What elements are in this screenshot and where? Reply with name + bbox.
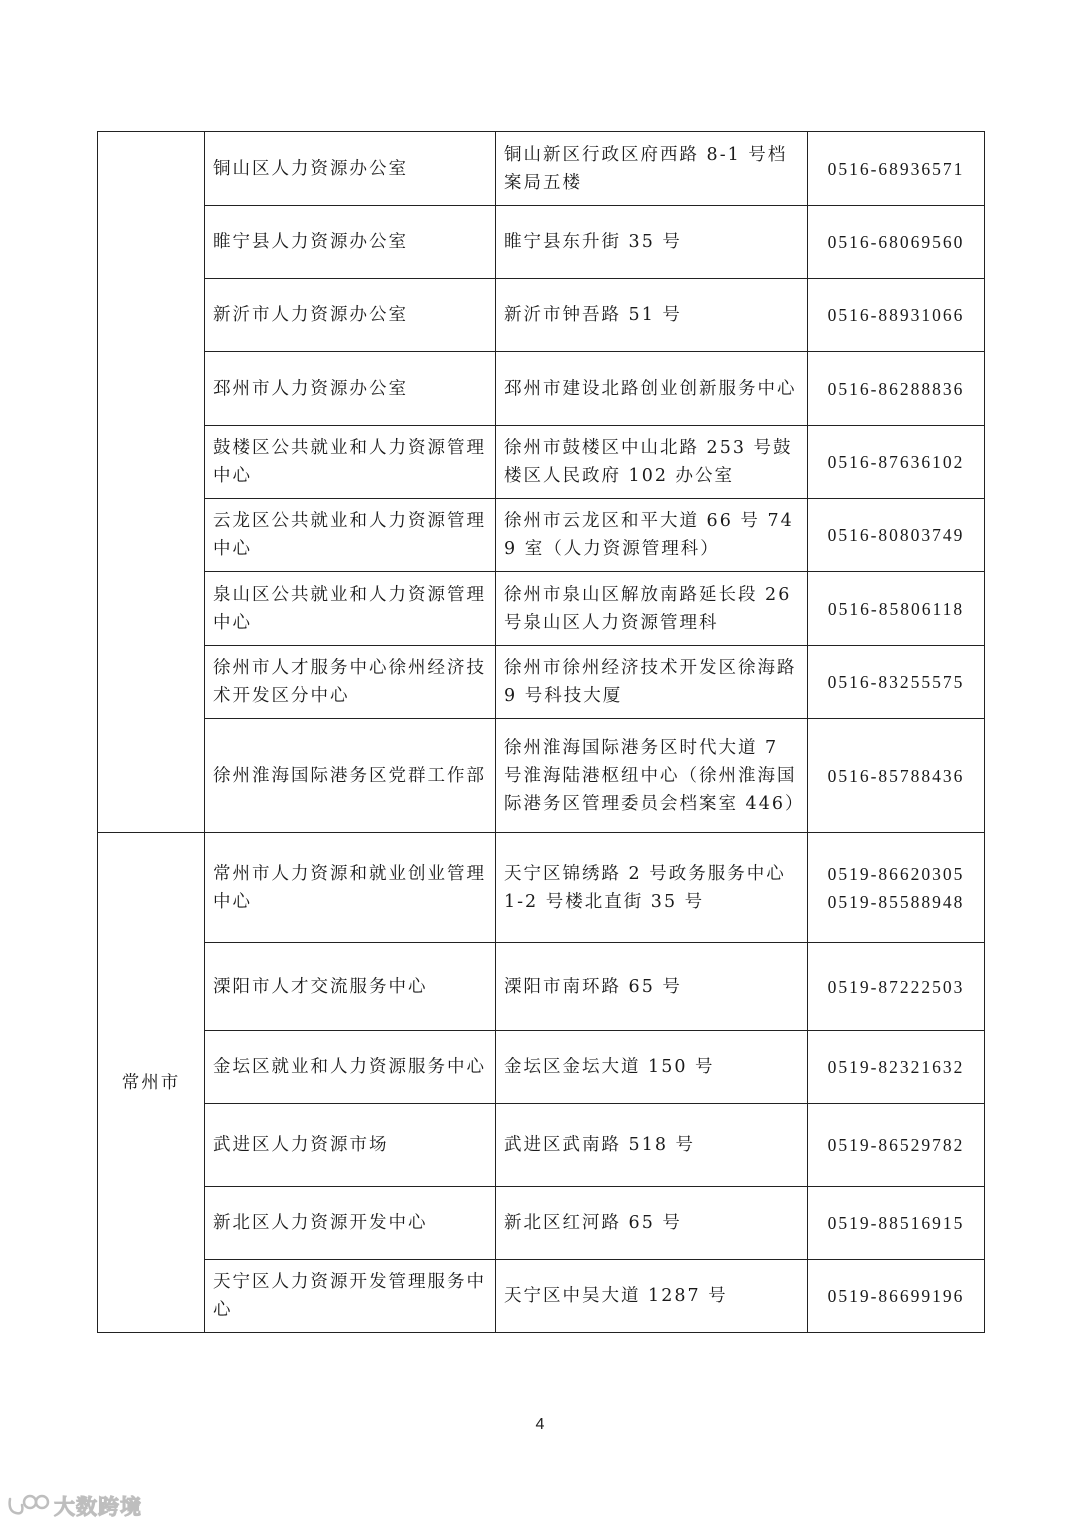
address-cell: 天宁区锦绣路 2 号政务服务中心 1-2 号楼北直街 35 号 bbox=[496, 833, 808, 943]
table-row bbox=[98, 646, 985, 719]
organization-cell: 金坛区就业和人力资源服务中心 bbox=[205, 1031, 496, 1104]
address-cell: 天宁区中吴大道 1287 号 bbox=[496, 1260, 808, 1333]
table-row bbox=[98, 943, 985, 1031]
address-cell: 徐州市云龙区和平大道 66 号 749 室（人力资源管理科） bbox=[496, 499, 808, 572]
address-cell: 徐州市鼓楼区中山北路 253 号鼓楼区人民政府 102 办公室 bbox=[496, 426, 808, 499]
phone-number: 0516-80803749 bbox=[827, 525, 965, 545]
table-row bbox=[98, 426, 985, 499]
address-cell: 邳州市建设北路创业创新服务中心 bbox=[496, 352, 808, 426]
address-cell: 徐州市泉山区解放南路延长段 26 号泉山区人力资源管理科 bbox=[496, 572, 808, 646]
table-row bbox=[98, 499, 985, 572]
watermark-text: 大数跨境 bbox=[54, 1495, 142, 1519]
address-cell: 新沂市钟吾路 51 号 bbox=[496, 279, 808, 352]
organization-cell: 云龙区公共就业和人力资源管理中心 bbox=[205, 499, 496, 572]
phone-number: 0516-85806118 bbox=[827, 598, 965, 619]
phone-number: 0519-82321632 bbox=[827, 1057, 965, 1077]
table-row bbox=[98, 1031, 985, 1104]
table-row bbox=[98, 1104, 985, 1187]
table-row bbox=[98, 719, 985, 833]
phone-number: 0516-85788436 bbox=[827, 765, 965, 786]
organization-cell: 溧阳市人才交流服务中心 bbox=[205, 943, 496, 1031]
contacts-table-body bbox=[98, 132, 985, 1333]
table-row bbox=[98, 279, 985, 352]
phone-cell bbox=[808, 206, 985, 279]
phone-number: 0516-83255575 bbox=[827, 672, 965, 692]
contacts-table bbox=[97, 131, 985, 1333]
watermark bbox=[6, 1492, 142, 1520]
phone-cell bbox=[808, 499, 985, 572]
phone-number: 0516-88931066 bbox=[827, 305, 965, 325]
phone-number: 0519-88516915 bbox=[827, 1213, 965, 1233]
organization-cell: 徐州市人才服务中心徐州经济技术开发区分中心 bbox=[205, 646, 496, 719]
phone-cell bbox=[808, 572, 985, 646]
city-cell: 常州市 bbox=[98, 833, 205, 1333]
organization-cell: 泉山区公共就业和人力资源管理中心 bbox=[205, 572, 496, 646]
address-cell: 铜山新区行政区府西路 8-1 号档案局五楼 bbox=[496, 132, 808, 206]
organization-cell: 铜山区人力资源办公室 bbox=[205, 132, 496, 206]
phone-cell bbox=[808, 1031, 985, 1104]
phone-number: 0516-68936571 bbox=[827, 158, 965, 179]
page-number: 4 bbox=[535, 1416, 545, 1433]
phone-cell bbox=[808, 132, 985, 206]
table-row bbox=[98, 132, 985, 206]
phone-cell bbox=[808, 352, 985, 426]
address-cell: 溧阳市南环路 65 号 bbox=[496, 943, 808, 1031]
organization-cell: 常州市人力资源和就业创业管理中心 bbox=[205, 833, 496, 943]
phone-cell bbox=[808, 1260, 985, 1333]
city-cell bbox=[98, 132, 205, 833]
phone-number: 0519-85588948 bbox=[827, 891, 965, 912]
organization-cell: 武进区人力资源市场 bbox=[205, 1104, 496, 1187]
phone-number: 0519-86699196 bbox=[827, 1286, 965, 1306]
organization-cell: 邳州市人力资源办公室 bbox=[205, 352, 496, 426]
address-cell: 睢宁县东升街 35 号 bbox=[496, 206, 808, 279]
phone-cell bbox=[808, 426, 985, 499]
phone-cell bbox=[808, 279, 985, 352]
phone-cell bbox=[808, 1104, 985, 1187]
phone-number: 0516-86288836 bbox=[827, 378, 965, 399]
phone-number: 0519-86529782 bbox=[827, 1135, 965, 1155]
table-row bbox=[98, 1187, 985, 1260]
address-cell: 武进区武南路 518 号 bbox=[496, 1104, 808, 1187]
brand-logo-icon bbox=[6, 1493, 50, 1519]
address-cell: 新北区红河路 65 号 bbox=[496, 1187, 808, 1260]
organization-cell: 新北区人力资源开发中心 bbox=[205, 1187, 496, 1260]
table-row bbox=[98, 572, 985, 646]
address-cell: 金坛区金坛大道 150 号 bbox=[496, 1031, 808, 1104]
phone-number: 0519-86620305 bbox=[827, 863, 965, 884]
table-row bbox=[98, 352, 985, 426]
phone-cell bbox=[808, 1187, 985, 1260]
phone-number: 0516-87636102 bbox=[827, 452, 965, 472]
organization-cell: 睢宁县人力资源办公室 bbox=[205, 206, 496, 279]
table-row bbox=[98, 1260, 985, 1333]
phone-cell bbox=[808, 646, 985, 719]
phone-cell bbox=[808, 719, 985, 833]
organization-cell: 徐州淮海国际港务区党群工作部 bbox=[205, 719, 496, 833]
organization-cell: 天宁区人力资源开发管理服务中心 bbox=[205, 1260, 496, 1333]
phone-cell bbox=[808, 833, 985, 943]
phone-number: 0516-68069560 bbox=[827, 232, 965, 252]
table-row bbox=[98, 206, 985, 279]
address-cell: 徐州淮海国际港务区时代大道 7 号淮海陆港枢纽中心（徐州淮海国际港务区管理委员会档案室 446） bbox=[496, 719, 808, 833]
phone-number: 0519-87222503 bbox=[827, 976, 965, 997]
phone-cell bbox=[808, 943, 985, 1031]
table-row bbox=[98, 833, 985, 943]
organization-cell: 鼓楼区公共就业和人力资源管理中心 bbox=[205, 426, 496, 499]
organization-cell: 新沂市人力资源办公室 bbox=[205, 279, 496, 352]
address-cell: 徐州市徐州经济技术开发区徐海路 9 号科技大厦 bbox=[496, 646, 808, 719]
